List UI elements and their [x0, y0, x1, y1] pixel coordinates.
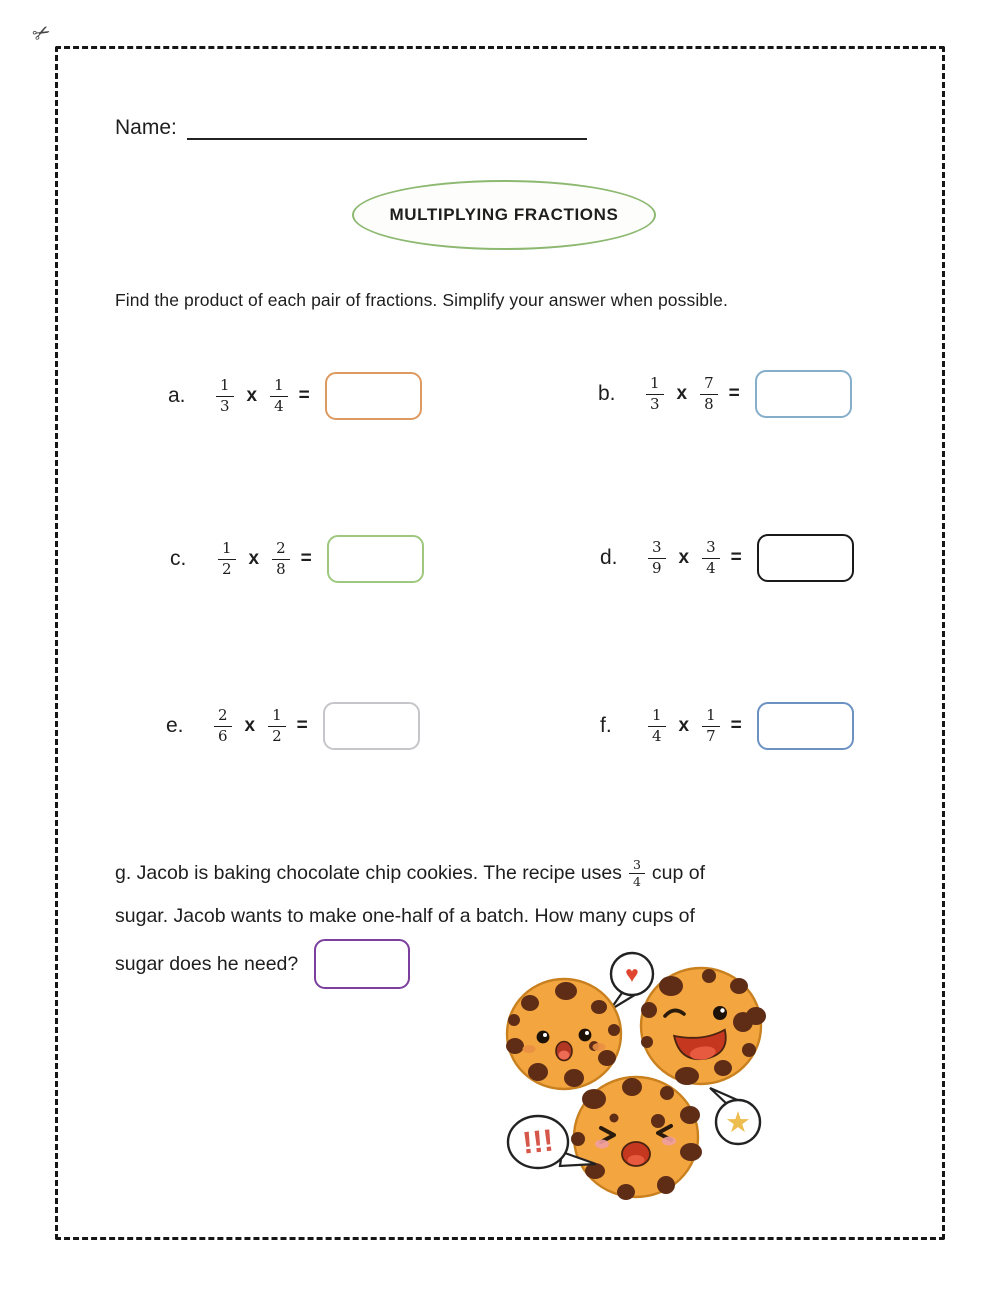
- answer-box-a[interactable]: [325, 372, 422, 420]
- problem-d: [600, 529, 854, 587]
- fraction: [702, 539, 720, 577]
- problem-label: f.: [600, 714, 612, 737]
- equals-sign: =: [730, 715, 742, 736]
- fraction-denominator: 4: [274, 396, 284, 415]
- fraction-numerator: 3: [702, 539, 720, 558]
- fraction-denominator: 7: [706, 726, 716, 745]
- fraction-numerator: 1: [646, 375, 664, 394]
- fraction: [700, 375, 718, 413]
- fraction-denominator: 4: [632, 874, 641, 889]
- problem-f: [600, 697, 854, 755]
- fraction-numerator: 2: [272, 540, 290, 559]
- fraction-numerator: 3: [648, 539, 666, 558]
- problem-b: [598, 365, 852, 423]
- fraction-denominator: 8: [276, 559, 286, 578]
- multiply-sign: x: [246, 385, 258, 406]
- word-problem-text: sugar does he need?: [115, 952, 299, 975]
- answer-box-f[interactable]: [757, 702, 854, 750]
- equals-sign: =: [298, 385, 310, 406]
- name-blank-line: [187, 114, 587, 140]
- equals-sign: =: [728, 383, 740, 404]
- exclamation-icon: !!!: [520, 1122, 556, 1161]
- problem-label: a.: [168, 384, 186, 407]
- star-icon: ★: [725, 1107, 751, 1139]
- multiply-sign: x: [676, 383, 688, 404]
- problem-label: b.: [598, 382, 616, 405]
- problem-e: [166, 697, 420, 755]
- word-problem-text: cup of: [651, 862, 706, 884]
- fraction-denominator: 2: [272, 726, 282, 745]
- fraction: [216, 377, 234, 415]
- fraction-denominator: 8: [704, 394, 714, 413]
- answer-box-b[interactable]: [755, 370, 852, 418]
- equals-sign: =: [296, 715, 308, 736]
- problem-a: [168, 367, 422, 425]
- fraction-denominator: 3: [220, 396, 230, 415]
- answer-box-g[interactable]: [314, 939, 410, 989]
- scissors-icon: ✂: [28, 19, 55, 48]
- multiply-sign: x: [244, 715, 256, 736]
- cookie-winking: [641, 968, 766, 1085]
- answer-box-c[interactable]: [327, 535, 424, 583]
- cookies-illustration: [500, 950, 778, 1222]
- cookie-smiling: [506, 979, 621, 1089]
- instruction-text: Find the product of each pair of fractions. Simplify your answer when possible.: [115, 290, 728, 310]
- fraction-numerator: 1: [268, 707, 286, 726]
- page-title: MULTIPLYING FRACTIONS: [389, 205, 619, 224]
- multiply-sign: x: [678, 715, 690, 736]
- fraction-numerator: 1: [648, 707, 666, 726]
- fraction: [629, 858, 645, 890]
- fraction-denominator: 4: [706, 558, 716, 577]
- answer-box-d[interactable]: [757, 534, 854, 582]
- multiply-sign: x: [248, 548, 260, 569]
- word-problem-text: sugar. Jacob wants to make one-half of a batch. How many cups of: [115, 905, 695, 927]
- problem-label: e.: [166, 714, 184, 737]
- fraction: [218, 540, 236, 578]
- fraction: [648, 707, 666, 745]
- problem-c: [170, 530, 424, 588]
- word-problem-line-2: [115, 895, 885, 938]
- title-ellipse: [352, 180, 656, 250]
- fraction: [272, 540, 290, 578]
- fraction: [648, 539, 666, 577]
- answer-box-e[interactable]: [323, 702, 420, 750]
- fraction-denominator: 4: [652, 726, 662, 745]
- heart-icon: ♥: [625, 961, 639, 987]
- problem-label: d.: [600, 546, 618, 569]
- star-speech-bubble: [710, 1088, 760, 1144]
- cookie-laughing: [571, 1077, 702, 1200]
- fraction: [646, 375, 664, 413]
- fraction: [702, 707, 720, 745]
- name-label: Name:: [115, 116, 177, 139]
- fraction-numerator: 7: [700, 375, 718, 394]
- problem-label: c.: [170, 547, 187, 570]
- multiply-sign: x: [678, 547, 690, 568]
- fraction-numerator: 1: [216, 377, 234, 396]
- equals-sign: =: [730, 547, 742, 568]
- fraction-numerator: 1: [270, 377, 288, 396]
- fraction-denominator: 9: [652, 558, 662, 577]
- equals-sign: =: [300, 548, 312, 569]
- fraction-denominator: 3: [650, 394, 660, 413]
- fraction-numerator: 2: [214, 707, 232, 726]
- word-problem-text: g. Jacob is baking chocolate chip cookies. The recipe uses: [115, 862, 622, 884]
- name-row: [115, 114, 587, 140]
- fraction-numerator: 1: [702, 707, 720, 726]
- fraction-denominator: 6: [218, 726, 228, 745]
- fraction-numerator: 3: [629, 858, 645, 874]
- word-problem-line-1: [115, 852, 885, 895]
- fraction: [268, 707, 286, 745]
- fraction-numerator: 1: [218, 540, 236, 559]
- fraction: [270, 377, 288, 415]
- fraction: [214, 707, 232, 745]
- fraction-denominator: 2: [222, 559, 232, 578]
